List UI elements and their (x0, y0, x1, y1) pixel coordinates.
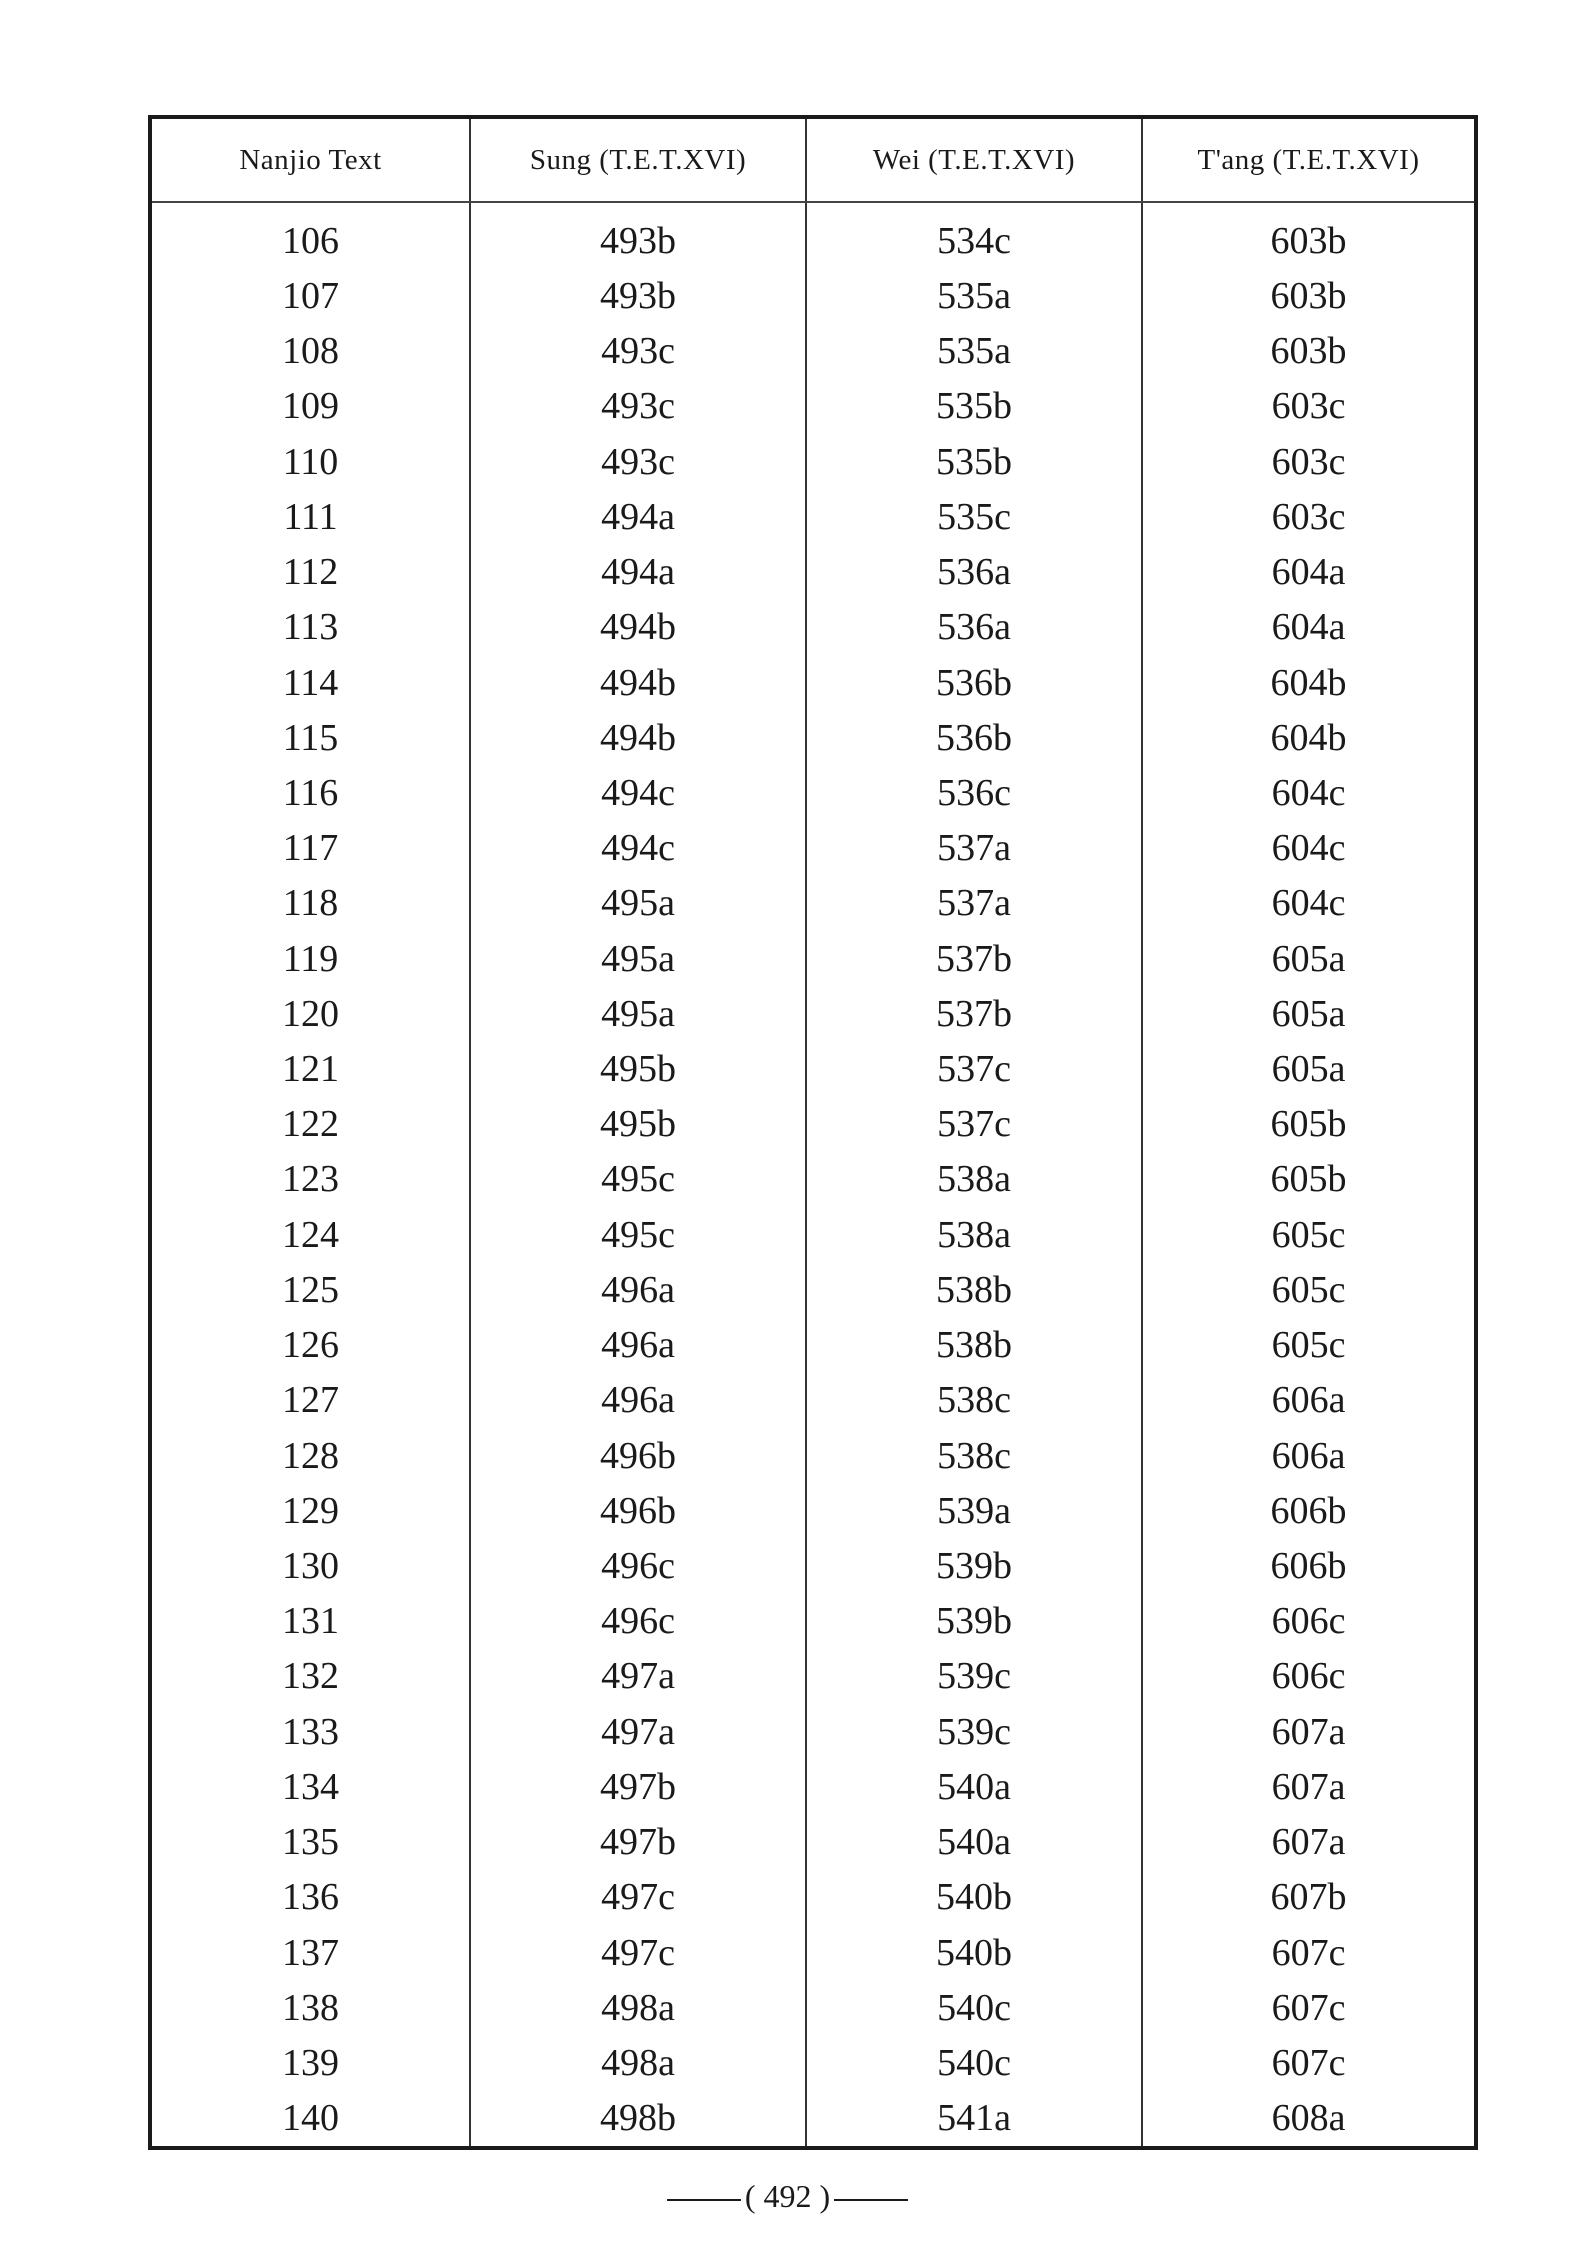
cell-tang: 603b (1142, 324, 1474, 379)
table-row (152, 1152, 1474, 1207)
cell-tang: 606a (1142, 1428, 1474, 1483)
cell-nanjio: 119 (282, 937, 339, 980)
cell-nanjio: 114 (282, 661, 339, 704)
cell-wei: 540c (806, 1980, 1142, 2035)
cell-wei: 535b (806, 434, 1142, 489)
cell-sung: 494c (470, 821, 806, 876)
cell-tang: 605b (1142, 1152, 1474, 1207)
cell-nanjio: 132 (282, 1655, 339, 1698)
cell-wei: 537b (806, 931, 1142, 986)
cell-sung: 496a (470, 1262, 806, 1317)
cell-wei: 538a (806, 1207, 1142, 1262)
cell-sung: 495b (470, 1097, 806, 1152)
cell-sung: 494b (470, 710, 806, 765)
table-row (152, 379, 1474, 434)
table-row (152, 1538, 1474, 1593)
cell-tang: 607c (1142, 2035, 1474, 2090)
cell-tang: 608a (1142, 2091, 1474, 2146)
cell-wei: 536b (806, 655, 1142, 710)
table-row (152, 489, 1474, 544)
cell-tang: 606b (1142, 1483, 1474, 1538)
table-row (152, 1262, 1474, 1317)
table-row (152, 1649, 1474, 1704)
cell-tang: 605b (1142, 1097, 1474, 1152)
cell-tang: 605c (1142, 1262, 1474, 1317)
cell-wei: 540a (806, 1814, 1142, 1869)
cell-nanjio: 112 (282, 551, 339, 594)
table-row (152, 268, 1474, 323)
cell-sung: 495a (470, 931, 806, 986)
cell-sung: 495c (470, 1207, 806, 1262)
cell-tang: 606a (1142, 1373, 1474, 1428)
table-row (152, 931, 1474, 986)
header-wei: Wei (T.E.T.XVI) (806, 119, 1142, 202)
cell-wei: 539c (806, 1649, 1142, 1704)
cell-sung: 494b (470, 600, 806, 655)
cell-tang: 607a (1142, 1759, 1474, 1814)
table-row (152, 202, 1474, 268)
cell-wei: 535b (806, 379, 1142, 434)
cell-sung: 497a (470, 1649, 806, 1704)
cell-sung: 497c (470, 1925, 806, 1980)
cell-wei: 539b (806, 1594, 1142, 1649)
cell-wei: 538c (806, 1428, 1142, 1483)
right-dash (834, 2199, 908, 2201)
cell-nanjio: 128 (282, 1434, 339, 1477)
cell-wei: 539a (806, 1483, 1142, 1538)
cell-tang: 605a (1142, 1041, 1474, 1096)
cell-nanjio: 106 (282, 219, 339, 262)
table-row (152, 544, 1474, 599)
cell-wei: 540b (806, 1870, 1142, 1925)
cell-tang: 607c (1142, 1925, 1474, 1980)
cell-wei: 536c (806, 765, 1142, 820)
cell-wei: 538c (806, 1373, 1142, 1428)
table-row (152, 2035, 1474, 2090)
cell-nanjio: 130 (282, 1545, 339, 1587)
cell-wei: 537c (806, 1041, 1142, 1096)
cell-tang: 605c (1142, 1318, 1474, 1373)
cell-nanjio: 108 (282, 330, 339, 373)
table-row (152, 710, 1474, 765)
table-row (152, 2091, 1474, 2146)
cell-wei: 540b (806, 1925, 1142, 1980)
cell-nanjio: 140 (282, 2097, 339, 2140)
table-row (152, 1428, 1474, 1483)
cell-wei: 535a (806, 268, 1142, 323)
cell-nanjio: 116 (282, 771, 339, 814)
table-body (152, 202, 1474, 2146)
cell-nanjio: 107 (282, 274, 339, 317)
cell-nanjio: 113 (282, 606, 339, 649)
cell-tang: 603c (1142, 489, 1474, 544)
cell-wei: 538b (806, 1262, 1142, 1317)
cell-tang: 606c (1142, 1649, 1474, 1704)
reference-table-frame (148, 115, 1478, 2150)
cell-sung: 493c (470, 434, 806, 489)
cell-sung: 493c (470, 379, 806, 434)
cell-nanjio: 126 (282, 1324, 339, 1367)
cell-sung: 494a (470, 544, 806, 599)
table-row (152, 1870, 1474, 1925)
cell-nanjio: 111 (283, 495, 338, 538)
table-row (152, 1594, 1474, 1649)
cell-wei: 539b (806, 1538, 1142, 1593)
cell-tang: 604c (1142, 765, 1474, 820)
cell-tang: 605c (1142, 1207, 1474, 1262)
cell-nanjio: 133 (282, 1710, 339, 1753)
table-row (152, 324, 1474, 379)
table-row (152, 1814, 1474, 1869)
cell-sung: 496a (470, 1373, 806, 1428)
cell-sung: 495c (470, 1152, 806, 1207)
cell-tang: 606b (1142, 1538, 1474, 1593)
cell-tang: 603b (1142, 268, 1474, 323)
cell-sung: 495b (470, 1041, 806, 1096)
cell-sung: 497b (470, 1814, 806, 1869)
page-number (0, 2178, 1575, 2215)
cell-tang: 604b (1142, 710, 1474, 765)
cell-nanjio: 138 (282, 1986, 339, 2029)
cell-nanjio: 110 (282, 440, 339, 483)
left-dash (667, 2199, 741, 2201)
cell-wei: 540a (806, 1759, 1142, 1814)
concordance-table (152, 119, 1474, 2146)
table-row (152, 1318, 1474, 1373)
cell-wei: 535a (806, 324, 1142, 379)
header-sung: Sung (T.E.T.XVI) (470, 119, 806, 202)
cell-wei: 537a (806, 821, 1142, 876)
cell-nanjio: 125 (282, 1268, 339, 1311)
cell-sung: 498a (470, 2035, 806, 2090)
cell-nanjio: 134 (282, 1765, 339, 1808)
cell-tang: 607b (1142, 1870, 1474, 1925)
cell-nanjio: 135 (282, 1821, 339, 1864)
cell-sung: 496c (470, 1594, 806, 1649)
cell-sung: 498a (470, 1980, 806, 2035)
cell-sung: 498b (470, 2091, 806, 2146)
cell-tang: 605a (1142, 986, 1474, 1041)
cell-tang: 604a (1142, 600, 1474, 655)
cell-nanjio: 124 (282, 1213, 339, 1256)
table-row (152, 1759, 1474, 1814)
cell-tang: 604b (1142, 655, 1474, 710)
table-row (152, 1207, 1474, 1262)
cell-sung: 493b (470, 268, 806, 323)
cell-sung: 493b (470, 202, 806, 268)
cell-nanjio: 109 (282, 385, 339, 428)
table-row (152, 600, 1474, 655)
cell-tang: 603c (1142, 434, 1474, 489)
cell-sung: 494a (470, 489, 806, 544)
table-row (152, 1704, 1474, 1759)
cell-nanjio: 127 (282, 1379, 339, 1422)
table-row (152, 986, 1474, 1041)
cell-sung: 494c (470, 765, 806, 820)
cell-tang: 607a (1142, 1704, 1474, 1759)
cell-sung: 496b (470, 1483, 806, 1538)
cell-wei: 536a (806, 600, 1142, 655)
cell-sung: 496a (470, 1318, 806, 1373)
cell-wei: 537a (806, 876, 1142, 931)
cell-sung: 496b (470, 1428, 806, 1483)
cell-sung: 496c (470, 1538, 806, 1593)
cell-tang: 606c (1142, 1594, 1474, 1649)
table-row (152, 765, 1474, 820)
cell-wei: 540c (806, 2035, 1142, 2090)
cell-sung: 495a (470, 876, 806, 931)
cell-sung: 497a (470, 1704, 806, 1759)
cell-sung: 497b (470, 1759, 806, 1814)
cell-wei: 537c (806, 1097, 1142, 1152)
table-row (152, 1097, 1474, 1152)
cell-nanjio: 129 (282, 1489, 339, 1532)
cell-nanjio: 117 (282, 827, 339, 870)
cell-tang: 604c (1142, 876, 1474, 931)
cell-wei: 536a (806, 544, 1142, 599)
cell-wei: 534c (806, 202, 1142, 268)
cell-tang: 604a (1142, 544, 1474, 599)
cell-wei: 541a (806, 2091, 1142, 2146)
cell-wei: 535c (806, 489, 1142, 544)
cell-sung: 495a (470, 986, 806, 1041)
table-row (152, 1980, 1474, 2035)
cell-tang: 603c (1142, 379, 1474, 434)
table-row (152, 1483, 1474, 1538)
cell-nanjio: 115 (282, 716, 339, 759)
cell-nanjio: 136 (282, 1876, 339, 1919)
cell-nanjio: 122 (282, 1103, 339, 1146)
table-row (152, 434, 1474, 489)
cell-nanjio: 120 (282, 992, 339, 1035)
cell-sung: 493c (470, 324, 806, 379)
cell-nanjio: 123 (282, 1158, 339, 1201)
cell-wei: 537b (806, 986, 1142, 1041)
cell-tang: 607c (1142, 1980, 1474, 2035)
cell-wei: 536b (806, 710, 1142, 765)
cell-tang: 603b (1142, 202, 1474, 268)
cell-wei: 539c (806, 1704, 1142, 1759)
cell-tang: 605a (1142, 931, 1474, 986)
cell-nanjio: 139 (282, 2041, 339, 2084)
cell-sung: 494b (470, 655, 806, 710)
table-row (152, 821, 1474, 876)
header-nanjio-text: Nanjio Text (152, 119, 470, 202)
cell-nanjio: 118 (282, 882, 339, 925)
cell-nanjio: 131 (282, 1600, 339, 1643)
cell-tang: 607a (1142, 1814, 1474, 1869)
header-row (152, 119, 1474, 202)
cell-sung: 497c (470, 1870, 806, 1925)
cell-nanjio: 137 (282, 1931, 339, 1974)
table-row (152, 655, 1474, 710)
table-row (152, 876, 1474, 931)
table-row (152, 1041, 1474, 1096)
table-row (152, 1373, 1474, 1428)
cell-nanjio: 121 (282, 1048, 339, 1091)
cell-wei: 538a (806, 1152, 1142, 1207)
cell-wei: 538b (806, 1318, 1142, 1373)
header-tang: T'ang (T.E.T.XVI) (1142, 119, 1474, 202)
table-row (152, 1925, 1474, 1980)
cell-tang: 604c (1142, 821, 1474, 876)
page-number-text: ( 492 ) (744, 2178, 831, 2214)
